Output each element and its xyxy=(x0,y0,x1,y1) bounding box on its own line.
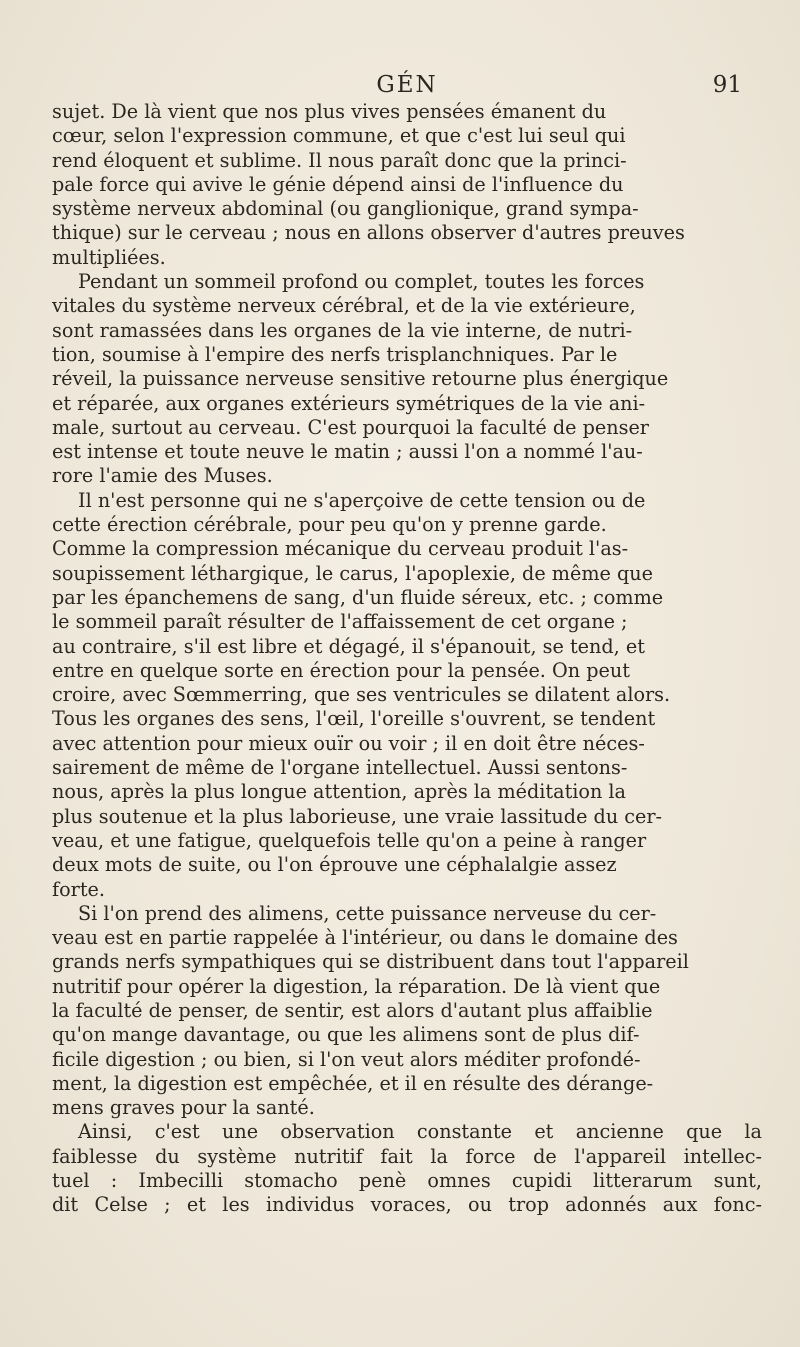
body-text xyxy=(52,100,762,1218)
page-number: 91 xyxy=(712,72,742,98)
paragraph-2: Pendant un sommeil profond ou complet, toutes les forces vitales du système nerveux cérébral, et de la vie extérieure, sont ramassées dans les organes de la vie interne, de nutri- tion, soumise à l'empire des nerfs trisplanchniques. Par le réveil, la puissance nerveuse sensitive retourne plus énergique et réparée, aux organes extérieurs symétriques de la vie ani- male, surtout au cerveau. C'est pourquoi la faculté de penser est intense et toute neuve le matin ; aussi l'on a nommé l'au- rore l'amie des Muses. xyxy=(52,270,669,488)
paragraph-4: Si l'on prend des alimens, cette puissance nerveuse du cer- veau est en partie rappelée à l'intérieur, ou dans le domaine des grands nerfs sympathiques qui se distribuent dans tout l'appareil nutritif pour opérer la digestion, la réparation. De là vient que la faculté de penser, de sentir, est alors d'autant plus affaiblie qu'on mange davantage, ou que les alimens sont de plus dif- ficile digestion ; ou bien, si l'on veut alors méditer profondé- ment, la digestion est empêchée, et il en résulte des dérange- mens graves pour la santé. xyxy=(52,901,689,1120)
paragraph-1: sujet. De là vient que nos plus vives pensées émanent du cœur, selon l'expression commune, et que c'est lui seul qui rend éloquent et sublime. Il nous paraît donc que la princi- pale force qui avive le génie dépend ainsi de l'influence du système nerveux abdominal (ou ganglionique, grand sympa- thique) sur le cerveau ; nous en allons observer d'autres preuves multipliées. xyxy=(52,100,685,269)
paragraph-3: Il n'est personne qui ne s'aperçoive de cette tension ou de cette érection cérébrale, pour peu qu'on y prenne garde. Comme la compression mécanique du cerveau produit l'as- soupissement léthargique, le carus, l'apoplexie, de même que par les épanchemens de sang, d'un fluide séreux, etc. ; comme le sommeil paraît résulter de l'affaissement de cet organe ; au contraire, s'il est libre et dégagé, il s'épanouit, se tend, et entre en quelque sorte en érection pour la pensée. On peut croire, avec Sœmmerring, que ses ventricules se dilatent alors. Tous les organes des sens, l'œil, l'oreille s'ouvrent, se tendent avec attention pour mieux ouïr ou voir ; il en doit être néces- sairement de même de l'organe intellectuel. Aussi sentons- nous, après la plus longue attention, après la méditation la plus soutenue et la plus laborieuse, une vraie lassitude du cer- veau, et une fatigue, quelquefois telle qu'on a peine à ranger deux mots de suite, ou l'on éprouve une céphalalgie assez forte. xyxy=(52,488,671,901)
running-head: GÉN xyxy=(376,72,438,98)
paragraph-5: Ainsi, c'est une observation constante et ancienne que la faiblesse du système nutritif fait la force de l'appareil intellec- tuel : Imbecilli stomacho penè omnes cupidi litterarum sunt, dit Celse ; et les individus voraces, ou trop adonnés aux fonc- xyxy=(52,1120,762,1217)
